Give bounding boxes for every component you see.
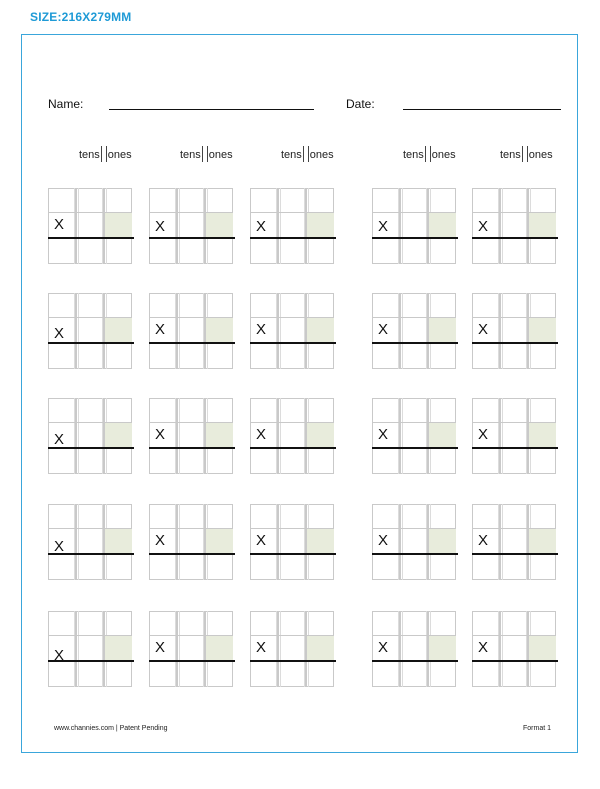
shaded-ones-cell xyxy=(105,423,132,447)
guide-line xyxy=(402,504,403,580)
tens-column xyxy=(278,611,306,687)
tens-column xyxy=(76,611,104,687)
guide-line xyxy=(276,293,277,369)
tens-column xyxy=(400,611,428,687)
multiply-sign: X xyxy=(256,532,267,549)
multiply-sign: X xyxy=(256,321,267,338)
shaded-ones-cell xyxy=(307,529,334,553)
multiply-sign: X xyxy=(478,426,489,443)
multiplication-problem[interactable] xyxy=(149,504,233,580)
guide-line xyxy=(102,293,103,369)
guide-line xyxy=(74,611,75,687)
answer-rule xyxy=(472,660,558,662)
guide-line xyxy=(526,611,527,687)
guide-line xyxy=(74,504,75,580)
multiply-sign: X xyxy=(155,639,166,656)
guide-line xyxy=(304,611,305,687)
multiplication-problem[interactable] xyxy=(372,504,456,580)
guide-line xyxy=(498,611,499,687)
shaded-ones-cell xyxy=(105,318,132,342)
guide-line xyxy=(280,611,281,687)
multiply-sign: X xyxy=(478,532,489,549)
ones-label: ones xyxy=(431,149,456,161)
multiply-sign: X xyxy=(256,218,267,235)
place-divider xyxy=(425,146,431,162)
tens-column xyxy=(500,611,528,687)
guide-line xyxy=(502,398,503,474)
answer-rule xyxy=(472,553,558,555)
shaded-ones-cell xyxy=(529,213,556,237)
shaded-ones-cell xyxy=(307,318,334,342)
tens-label: tens xyxy=(500,149,521,161)
guide-line xyxy=(276,611,277,687)
footer-format: Format 1 xyxy=(523,725,552,732)
guide-line xyxy=(102,398,103,474)
tens-label: tens xyxy=(281,149,302,161)
guide-line xyxy=(304,398,305,474)
column-header xyxy=(79,145,132,161)
tens-column xyxy=(400,188,428,264)
guide-line xyxy=(498,293,499,369)
multiply-sign: X xyxy=(478,639,489,656)
name-field-line[interactable] xyxy=(109,109,314,110)
guide-line xyxy=(179,398,180,474)
multiply-sign: X xyxy=(54,431,65,448)
guide-line xyxy=(78,293,79,369)
shaded-ones-cell xyxy=(206,529,233,553)
footer-website: www.channies.com | Patent Pending xyxy=(54,725,168,732)
guide-line xyxy=(402,398,403,474)
tens-label: tens xyxy=(79,149,100,161)
answer-rule xyxy=(250,447,336,449)
guide-line xyxy=(526,504,527,580)
multiply-sign: X xyxy=(256,426,267,443)
guide-line xyxy=(175,398,176,474)
multiplication-problem[interactable] xyxy=(48,188,132,264)
shaded-ones-cell xyxy=(206,318,233,342)
guide-line xyxy=(78,611,79,687)
answer-rule xyxy=(250,237,336,239)
multiplication-problem[interactable] xyxy=(48,293,132,369)
tens-column xyxy=(400,293,428,369)
answer-rule xyxy=(372,447,458,449)
guide-line xyxy=(498,398,499,474)
guide-line xyxy=(398,504,399,580)
answer-rule xyxy=(372,553,458,555)
tens-column xyxy=(177,398,205,474)
shaded-ones-cell xyxy=(105,636,132,660)
guide-line xyxy=(498,504,499,580)
column-header xyxy=(180,145,233,161)
multiply-sign: X xyxy=(478,321,489,338)
answer-rule xyxy=(149,342,235,344)
multiplication-problem[interactable] xyxy=(250,293,334,369)
answer-rule xyxy=(472,342,558,344)
multiplication-problem[interactable] xyxy=(372,188,456,264)
guide-line xyxy=(179,504,180,580)
multiply-sign: X xyxy=(155,218,166,235)
tens-column xyxy=(76,504,104,580)
multiply-sign: X xyxy=(378,532,389,549)
guide-line xyxy=(175,611,176,687)
shaded-ones-cell xyxy=(529,318,556,342)
answer-rule xyxy=(372,237,458,239)
shaded-ones-cell xyxy=(307,423,334,447)
tens-column xyxy=(500,398,528,474)
tens-label: tens xyxy=(180,149,201,161)
shaded-ones-cell xyxy=(206,423,233,447)
multiplication-problem[interactable] xyxy=(250,504,334,580)
guide-line xyxy=(402,188,403,264)
multiplication-problem[interactable] xyxy=(250,611,334,687)
multiplication-problem[interactable] xyxy=(48,398,132,474)
tens-column xyxy=(278,398,306,474)
guide-line xyxy=(276,504,277,580)
guide-line xyxy=(203,504,204,580)
column-header xyxy=(500,145,553,161)
guide-line xyxy=(179,611,180,687)
column-header xyxy=(281,145,334,161)
multiplication-problem[interactable] xyxy=(149,188,233,264)
column-header xyxy=(403,145,456,161)
guide-line xyxy=(78,398,79,474)
multiplication-problem[interactable] xyxy=(250,188,334,264)
guide-line xyxy=(398,293,399,369)
guide-line xyxy=(78,188,79,264)
tens-column xyxy=(500,188,528,264)
guide-line xyxy=(398,398,399,474)
multiplication-problem[interactable] xyxy=(149,398,233,474)
answer-rule xyxy=(372,342,458,344)
multiplication-problem[interactable] xyxy=(48,504,132,580)
multiply-sign: X xyxy=(54,216,65,233)
multiply-sign: X xyxy=(155,321,166,338)
tens-column xyxy=(177,188,205,264)
size-label: SIZE:216X279MM xyxy=(30,10,132,24)
guide-line xyxy=(502,293,503,369)
tens-label: tens xyxy=(403,149,424,161)
multiply-sign: X xyxy=(378,426,389,443)
tens-column xyxy=(500,293,528,369)
guide-line xyxy=(175,293,176,369)
guide-line xyxy=(74,398,75,474)
multiply-sign: X xyxy=(155,426,166,443)
multiply-sign: X xyxy=(54,647,65,664)
guide-line xyxy=(304,188,305,264)
multiplication-problem[interactable] xyxy=(372,611,456,687)
tens-column xyxy=(500,504,528,580)
answer-rule xyxy=(149,660,235,662)
guide-line xyxy=(502,611,503,687)
guide-line xyxy=(280,293,281,369)
multiplication-problem[interactable] xyxy=(472,611,556,687)
guide-line xyxy=(426,504,427,580)
multiplication-problem[interactable] xyxy=(149,293,233,369)
place-divider xyxy=(101,146,107,162)
guide-line xyxy=(426,398,427,474)
guide-line xyxy=(203,293,204,369)
multiply-sign: X xyxy=(54,538,65,555)
place-divider xyxy=(202,146,208,162)
guide-line xyxy=(526,293,527,369)
guide-line xyxy=(276,188,277,264)
answer-rule xyxy=(48,237,134,239)
multiplication-problem[interactable] xyxy=(472,293,556,369)
tens-column xyxy=(177,293,205,369)
ones-label: ones xyxy=(528,149,553,161)
multiplication-problem[interactable] xyxy=(372,293,456,369)
guide-line xyxy=(175,504,176,580)
answer-rule xyxy=(149,447,235,449)
guide-line xyxy=(179,293,180,369)
answer-rule xyxy=(372,660,458,662)
guide-line xyxy=(203,611,204,687)
multiply-sign: X xyxy=(378,218,389,235)
place-divider xyxy=(303,146,309,162)
shaded-ones-cell xyxy=(529,529,556,553)
guide-line xyxy=(203,188,204,264)
guide-line xyxy=(498,188,499,264)
answer-rule xyxy=(149,237,235,239)
tens-column xyxy=(177,504,205,580)
guide-line xyxy=(526,188,527,264)
tens-column xyxy=(400,398,428,474)
shaded-ones-cell xyxy=(206,636,233,660)
answer-rule xyxy=(48,342,134,344)
multiply-sign: X xyxy=(378,639,389,656)
guide-line xyxy=(102,188,103,264)
guide-line xyxy=(304,293,305,369)
shaded-ones-cell xyxy=(307,636,334,660)
multiplication-problem[interactable] xyxy=(472,504,556,580)
guide-line xyxy=(280,188,281,264)
multiply-sign: X xyxy=(478,218,489,235)
date-label: Date: xyxy=(346,97,375,111)
guide-line xyxy=(175,188,176,264)
guide-line xyxy=(179,188,180,264)
multiply-sign: X xyxy=(54,325,65,342)
tens-column xyxy=(76,293,104,369)
tens-column xyxy=(177,611,205,687)
multiplication-problem[interactable] xyxy=(250,398,334,474)
ones-label: ones xyxy=(208,149,233,161)
tens-column xyxy=(278,293,306,369)
shaded-ones-cell xyxy=(429,636,456,660)
multiply-sign: X xyxy=(155,532,166,549)
tens-column xyxy=(278,188,306,264)
answer-rule xyxy=(472,447,558,449)
guide-line xyxy=(398,188,399,264)
shaded-ones-cell xyxy=(429,318,456,342)
multiplication-problem[interactable] xyxy=(149,611,233,687)
guide-line xyxy=(502,188,503,264)
multiply-sign: X xyxy=(378,321,389,338)
shaded-ones-cell xyxy=(429,423,456,447)
multiplication-problem[interactable] xyxy=(472,188,556,264)
guide-line xyxy=(276,398,277,474)
guide-line xyxy=(280,504,281,580)
guide-line xyxy=(102,611,103,687)
answer-rule xyxy=(472,237,558,239)
guide-line xyxy=(426,611,427,687)
guide-line xyxy=(74,293,75,369)
guide-line xyxy=(78,504,79,580)
guide-line xyxy=(402,611,403,687)
shaded-ones-cell xyxy=(429,529,456,553)
guide-line xyxy=(304,504,305,580)
tens-column xyxy=(278,504,306,580)
guide-line xyxy=(280,398,281,474)
answer-rule xyxy=(149,553,235,555)
place-divider xyxy=(522,146,528,162)
tens-column xyxy=(76,188,104,264)
guide-line xyxy=(426,188,427,264)
guide-line xyxy=(102,504,103,580)
multiplication-problem[interactable] xyxy=(372,398,456,474)
shaded-ones-cell xyxy=(429,213,456,237)
guide-line xyxy=(402,293,403,369)
shaded-ones-cell xyxy=(105,213,132,237)
answer-rule xyxy=(250,342,336,344)
multiplication-problem[interactable] xyxy=(472,398,556,474)
shaded-ones-cell xyxy=(105,529,132,553)
shaded-ones-cell xyxy=(307,213,334,237)
ones-label: ones xyxy=(107,149,132,161)
answer-rule xyxy=(250,660,336,662)
multiply-sign: X xyxy=(256,639,267,656)
guide-line xyxy=(203,398,204,474)
name-label: Name: xyxy=(48,97,84,111)
date-field-line[interactable] xyxy=(403,109,561,110)
guide-line xyxy=(502,504,503,580)
guide-line xyxy=(426,293,427,369)
shaded-ones-cell xyxy=(206,213,233,237)
ones-label: ones xyxy=(309,149,334,161)
guide-line xyxy=(74,188,75,264)
guide-line xyxy=(526,398,527,474)
tens-column xyxy=(400,504,428,580)
shaded-ones-cell xyxy=(529,423,556,447)
guide-line xyxy=(398,611,399,687)
tens-column xyxy=(76,398,104,474)
shaded-ones-cell xyxy=(529,636,556,660)
multiplication-problem[interactable] xyxy=(48,611,132,687)
answer-rule xyxy=(250,553,336,555)
